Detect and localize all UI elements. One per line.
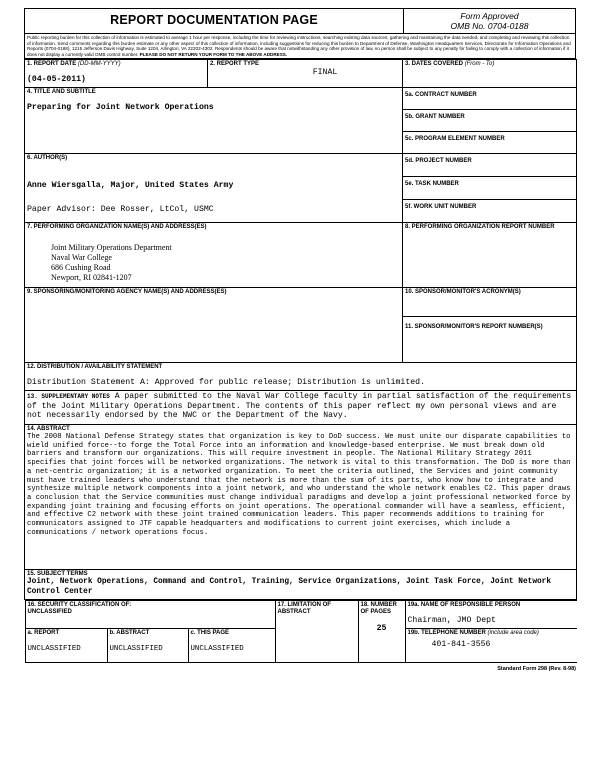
number-of-pages-field [358, 601, 405, 663]
author-label: 6. AUTHOR(S) [27, 155, 68, 161]
report-date-hint: (DD-MM-YYYY) [77, 61, 121, 67]
grant-number-field [403, 110, 577, 132]
title-field [25, 88, 403, 154]
distribution-field [25, 363, 577, 391]
responsible-person-field [405, 601, 577, 629]
dates-covered-hint: (From - To) [464, 61, 495, 67]
page-classification-value: UNCLASSIFIED [190, 645, 244, 653]
page-classification-field [188, 629, 275, 663]
limitation-field [275, 601, 358, 663]
abstract-value: The 2008 National Defense Strategy states that organization is key to DoD success. We must unite our disparate capabilities to wield unified force--to forge the Total Force into an information and knowledge-based enterprise. We must break down old barriers and transform our organizations. This will require investment in people. The National Military Strategy 2011 specifies that joint forces will be networked organizations. The network is vital to this transformation. The DoD is more than a net-centric organization; it is a networked organization. To meet the criteria outlined, the Services and joint community must have trained leaders who understand that the network is more than the sum of its parts, who know how to integrate and synthesize multiple network components into a joint network, and who understand the whole network enables C2. This paper draws a conclusion that the Service communities must change individual paradigms and develop a joint professional networked force by expanding joint training and focusing efforts on joint operations. The operational commander will have a seamless, efficient, and effective C2 network with these joint trained communication leaders. This paper recommends additions to training for communicators assigned to JTF capable headquarters and modifications to current joint exercises, which include a communications / network operations focus. [27, 433, 571, 537]
report-type-field [208, 60, 403, 88]
grant-number-label: 5b. GRANT NUMBER [405, 114, 465, 120]
dates-covered-label: 3. DATES COVERED [405, 61, 463, 67]
telephone-value: 401-841-3556 [431, 640, 491, 649]
classification-block [25, 600, 577, 664]
supplementary-notes-value: A paper submitted to the Naval War College faculty in partial satisfaction of the requirements of the Joint Military Operations Department. The contents of this paper reflect my own personal views and are not necessarily endorsed by the NWC or the Department of the Navy. [27, 392, 572, 420]
org-line-1: Joint Military Operations Department [51, 243, 172, 252]
project-number-label: 5d. PROJECT NUMBER [405, 158, 472, 164]
report-date-field [25, 60, 208, 88]
task-number-label: 5e. TASK NUMBER [405, 181, 459, 187]
sponsoring-agency-field [25, 288, 403, 363]
burden-bold-text: PLEASE DO NOT RETURN YOUR FORM TO THE ABOVE ADDRESS. [139, 51, 288, 57]
subject-terms-field [25, 570, 577, 600]
subject-terms-value: Joint, Network Operations, Command and Control, Training, Service Organizations, Joint Task Force, Joint Network Control Center [27, 578, 552, 596]
abstract-classification-field [107, 629, 188, 663]
sponsor-report-number-label: 11. SPONSOR/MONITOR'S REPORT NUMBER(S) [405, 324, 543, 330]
author-value: Anne Wiersgalla, Major, United States Army [27, 181, 234, 190]
form-body [24, 59, 577, 663]
classification-table [25, 600, 577, 663]
task-number-field [403, 177, 577, 200]
sponsor-report-number-field [403, 317, 577, 363]
omb-box [403, 9, 575, 33]
org-line-4: Newport, RI 02841-1207 [51, 273, 132, 282]
report-documentation-form [24, 8, 576, 672]
security-classification-value: UNCLASSIFIED [27, 609, 72, 615]
title-value: Preparing for Joint Network Operations [27, 103, 214, 112]
telephone-field [405, 629, 577, 663]
report-type-value: FINAL [312, 68, 338, 77]
abstract-label: 14. ABSTRACT [27, 426, 70, 432]
distribution-label: 12. DISTRIBUTION / AVAILABILITY STATEMENT [27, 364, 163, 370]
sponsoring-agency-label: 9. SPONSORING/MONITORING AGENCY NAME(S) AND ADDRESS(ES) [27, 289, 227, 295]
omb-number: OMB No. 0704-0188 [450, 21, 529, 31]
performing-report-label: 8. PERFORMING ORGANIZATION REPORT NUMBER [405, 224, 555, 230]
org-line-2: Naval War College [51, 253, 112, 262]
author-field [25, 154, 403, 223]
sponsor-acronym-label: 10. SPONSOR/MONITOR'S ACRONYM(S) [405, 289, 521, 295]
telephone-hint: (include area code) [487, 630, 539, 636]
title-label: 4. TITLE AND SUBTITLE [27, 89, 96, 95]
advisor-value: Paper Advisor: Dee Rosser, LtCol, USMC [27, 205, 214, 214]
form-approved: Form Approved [460, 11, 519, 21]
report-classification-field [25, 629, 107, 663]
report-date-label: 1. REPORT DATE [27, 61, 77, 67]
page-classification-label: c. THIS PAGE [190, 630, 230, 636]
security-classification-label: 16. SECURITY CLASSIFICATION OF: [27, 602, 132, 608]
subject-terms-label: 15. SUBJECT TERMS [27, 571, 88, 577]
report-type-label: 2. REPORT TYPE [210, 61, 260, 67]
limitation-label: 17. LIMITATION OF ABSTRACT [277, 602, 331, 615]
telephone-label: 19b. TELEPHONE NUMBER [407, 630, 486, 636]
contract-number-field [403, 88, 577, 110]
abstract-classification-label: b. ABSTRACT [109, 630, 150, 636]
work-unit-field [403, 200, 577, 223]
sponsor-acronym-field [403, 288, 577, 317]
report-classification-value: UNCLASSIFIED [27, 645, 81, 653]
security-classification-field [25, 601, 275, 629]
report-date-value: (04-05-2011) [27, 75, 86, 84]
supplementary-notes-field [25, 391, 577, 425]
org-line-3: 686 Cushing Road [51, 263, 111, 272]
dates-covered-field [403, 60, 577, 88]
report-classification-label: a. REPORT [27, 630, 60, 636]
responsible-person-value: Chairman, JMO Dept [407, 616, 496, 625]
burden-text: Public reporting burden for this collection of information is estimated to average 1 hour per response, including the time for reviewing instructions, searching existing data sources, gathering and maintaining the data needed, and completing and reviewing this collection of information. Send comments regarding this burden estimate or any other aspect of this collection of information, including suggestions for reducing this burden to Department of Defense, Washington Headquarters Services, Directorate for Information Operations and Reports (0704-0188), 1215 Jefferson Davis Highway, Suite 1204, Arlington, VA 22202-4302. Respondents should be aware that notwithstanding any other provision of law, no person shall be subject to any penalty for failing to comply with a collection of information if it does not display a currently valid OMB control number. [27, 35, 571, 57]
performing-org-label: 7. PERFORMING ORGANIZATION NAME(S) AND ADDRESS(ES) [27, 224, 207, 230]
standard-form-footer: Standard Form 298 (Rev. 8-98) [497, 666, 576, 672]
form-header [24, 8, 576, 33]
work-unit-label: 5f. WORK UNIT NUMBER [405, 204, 477, 210]
supplementary-notes-label: 13. SUPPLEMENTARY NOTES [27, 393, 110, 400]
number-of-pages-label: 18. NUMBER OF PAGES [360, 602, 397, 615]
number-of-pages-value: 25 [376, 624, 387, 633]
form-title: REPORT DOCUMENTATION PAGE [110, 13, 318, 27]
distribution-value: Distribution Statement A: Approved for public release; Distribution is unlimited. [27, 378, 425, 387]
performing-report-field [403, 223, 577, 288]
contract-number-label: 5a. CONTRACT NUMBER [405, 92, 477, 98]
abstract-classification-value: UNCLASSIFIED [109, 645, 163, 653]
program-element-field [403, 132, 577, 154]
burden-statement [24, 33, 576, 59]
performing-org-field [25, 223, 403, 288]
responsible-person-label: 19a. NAME OF RESPONSIBLE PERSON [407, 602, 521, 608]
abstract-field [25, 425, 577, 570]
program-element-label: 5c. PROGRAM ELEMENT NUMBER [405, 136, 505, 142]
project-number-field [403, 154, 577, 177]
